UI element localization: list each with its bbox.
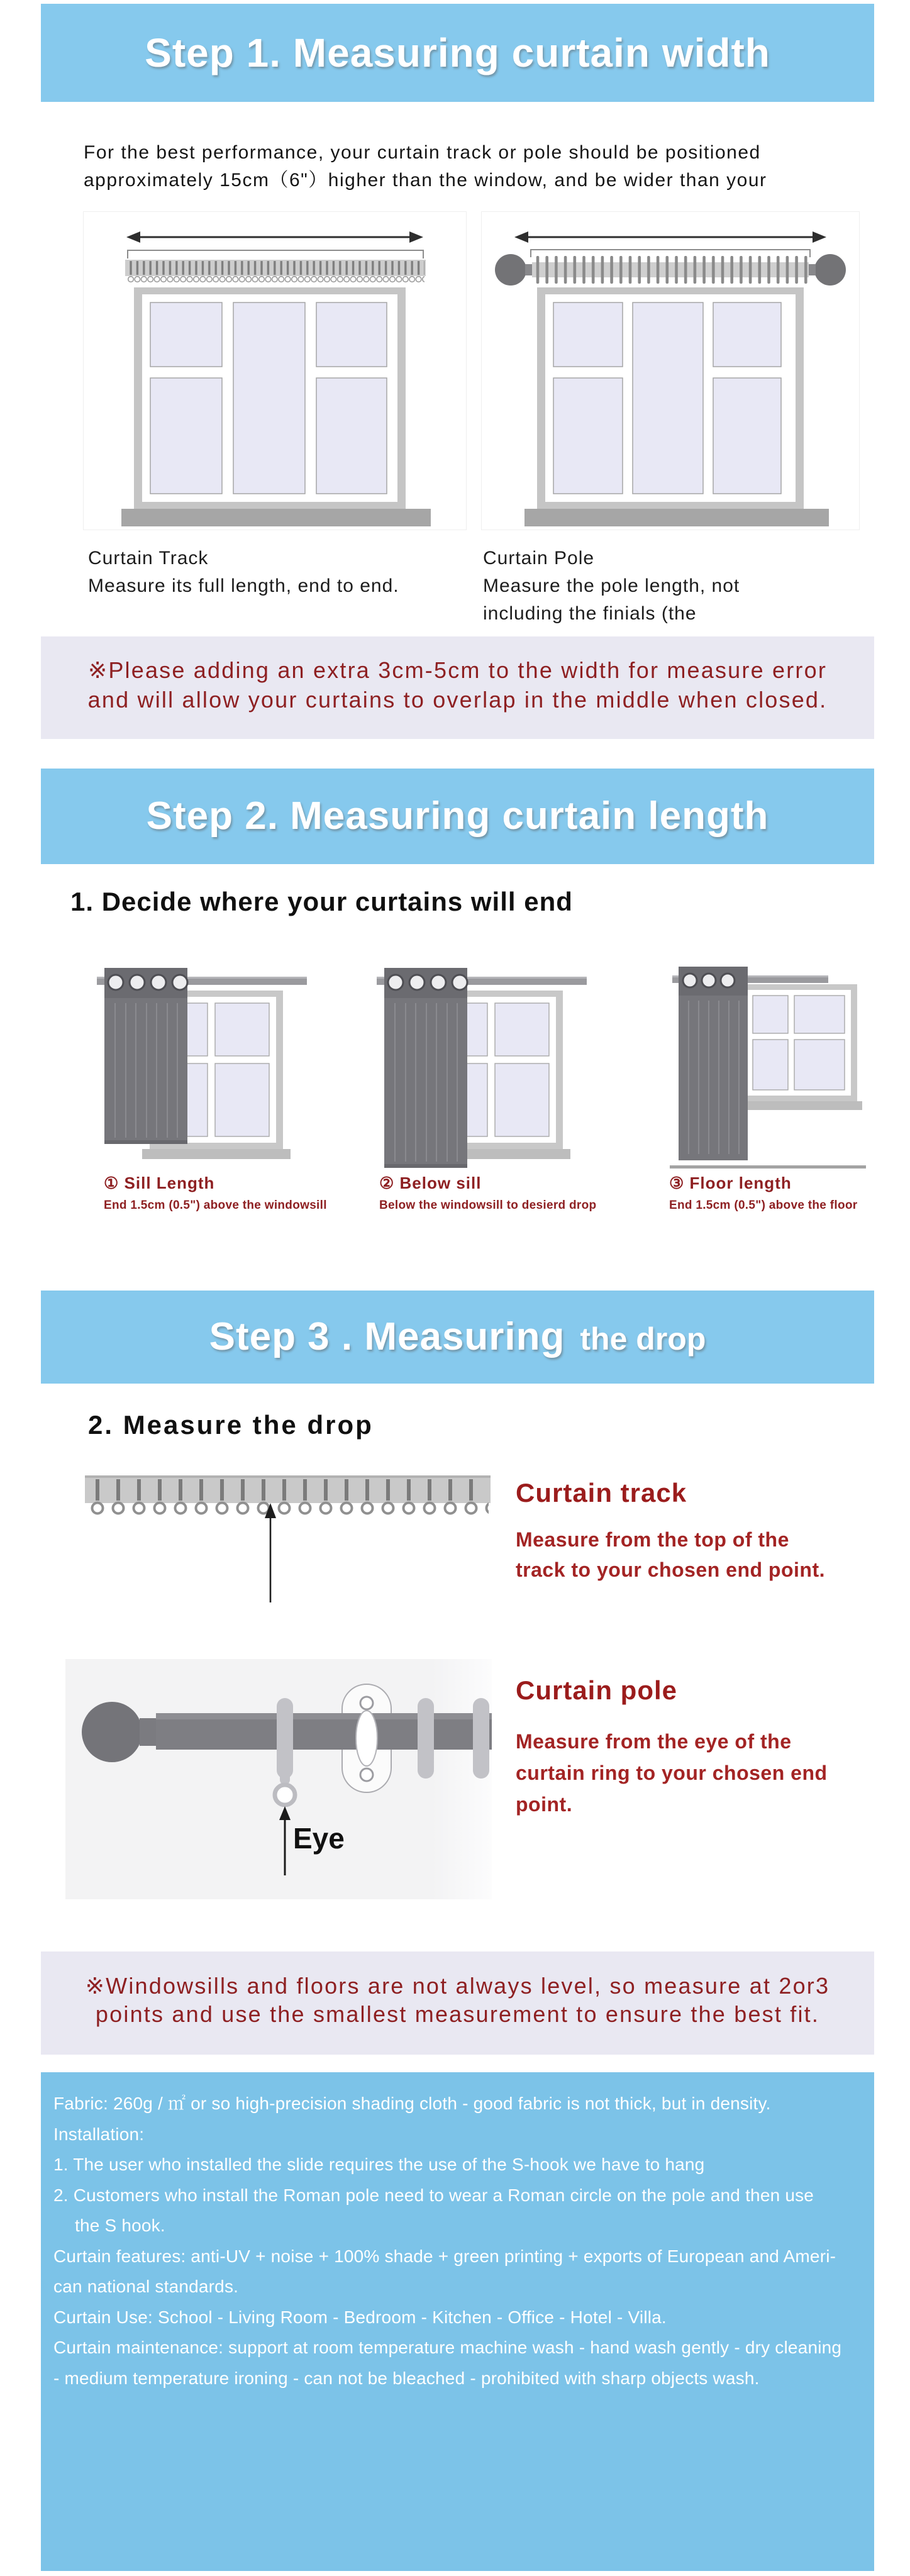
curtain-pole-body-line-1: Measure from the eye of the [516,1730,792,1753]
floor-length-label: ③ Floor length [669,1174,792,1192]
pole-caption-line-2: including the finials (the [483,603,697,624]
curtain-track-body-line-2: track to your chosen end point. [516,1558,825,1581]
footer-install-2: 2. Customers who install the Roman pole need to wear a Roman circle on the pole and then use [53,2185,814,2205]
curtain-pole-window-diagram [481,211,860,530]
footer-maintenance-1: Curtain maintenance: support at room temperature machine wash - hand wash gently - dry cleaning [53,2338,842,2357]
footer-fabric: Fabric: 260g / ㎡ or so high-precision shading cloth - good fabric is not thick, but in density. [53,2094,771,2113]
floor-length-diagram [670,959,866,1173]
step1-intro [84,139,876,194]
intro-line-1: For the best performance, your curtain track or pole should be positioned [84,142,761,163]
width-warning-line-1: ※Please adding an extra 3cm-5cm to the width for measure error [87,657,828,683]
step2-title: Step 2. Measuring curtain length [146,794,769,838]
drop-pole-diagram [65,1659,492,1899]
sill-length-diagram [94,959,311,1167]
curtain-pole-body-line-3: point. [516,1793,573,1816]
track-caption-title: Curtain Track [88,548,209,569]
curtain-pole-body [516,1726,828,1820]
width-arrow-track-icon [84,212,466,530]
footer-installation: Installation: [53,2124,145,2144]
step2-banner [41,769,874,864]
level-warning-note [41,1951,874,2055]
floor-length-curtain-icon [670,959,866,1173]
step1-title: Step 1. Measuring curtain width [145,30,770,75]
curtain-track-title: Curtain track [516,1478,687,1507]
pole-with-eye-arrow-icon [65,1659,492,1899]
step2-heading: 1. Decide where your curtains will end [70,887,573,916]
footer-features-2: can national standards. [53,2277,239,2296]
below-sill-desc: Below the windowsill to desierd drop [379,1199,597,1212]
width-arrow-pole-icon [482,212,859,530]
footer-use: Curtain Use: School - Living Room - Bedroom - Kitchen - Office - Hotel - Villa. [53,2307,667,2327]
level-warning-line-1: ※Windowsills and floors are not always level, so measure at 2or3 [85,1973,830,1999]
track-with-arrow-icon [85,1470,491,1607]
curtain-track-body [516,1524,825,1585]
footer-maintenance-2: - medium temperature ironing - can not be bleached - prohibited with sharp objects wash. [53,2368,760,2388]
track-caption-line: Measure its full length, end to end. [88,575,399,596]
step3-title-sub: the drop [580,1321,706,1357]
product-details-footer [41,2072,874,2571]
level-warning-line-2: points and use the smallest measurement to ensure the best fit. [95,2001,820,2027]
footer-install-2b: the S hook. [75,2216,165,2235]
floor-length-desc: End 1.5cm (0.5") above the floor [669,1199,858,1212]
width-warning-line-2: and will allow your curtains to overlap in the middle when closed. [87,687,828,713]
track-caption [88,545,478,600]
footer-features-1: Curtain features: anti-UV + noise + 100% shade + green printing + exports of European and Ameri- [53,2246,836,2266]
step3-title [41,1291,874,1385]
sill-length-label: ① Sill Length [104,1174,215,1192]
drop-track-diagram [85,1470,491,1607]
eye-label: Eye [293,1822,345,1855]
curtain-pole-title: Curtain pole [516,1675,678,1705]
below-sill-diagram [374,959,591,1176]
curtain-pole-body-line-2: curtain ring to your chosen end [516,1762,828,1784]
pole-caption [483,545,873,628]
pole-caption-line-1: Measure the pole length, not [483,575,740,596]
curtain-track-body-line-1: Measure from the top of the [516,1528,789,1551]
below-sill-curtain-icon [374,959,591,1176]
footer-install-1: 1. The user who installed the slide requires the use of the S-hook we have to hang [53,2155,705,2174]
intro-line-2: approximately 15cm（6"）higher than the window, and be wider than your [84,170,767,191]
step3-banner [41,1291,874,1384]
step1-banner [41,4,874,102]
pole-caption-title: Curtain Pole [483,548,595,569]
step3-title-main: Step 3 . Measuring [209,1315,565,1358]
sill-length-desc: End 1.5cm (0.5") above the windowsill [104,1199,327,1212]
width-warning-note [41,636,874,739]
below-sill-label: ② Below sill [379,1174,482,1192]
sill-length-curtain-icon [94,959,311,1167]
curtain-track-window-diagram [83,211,467,530]
step3-heading: 2. Measure the drop [88,1410,374,1440]
